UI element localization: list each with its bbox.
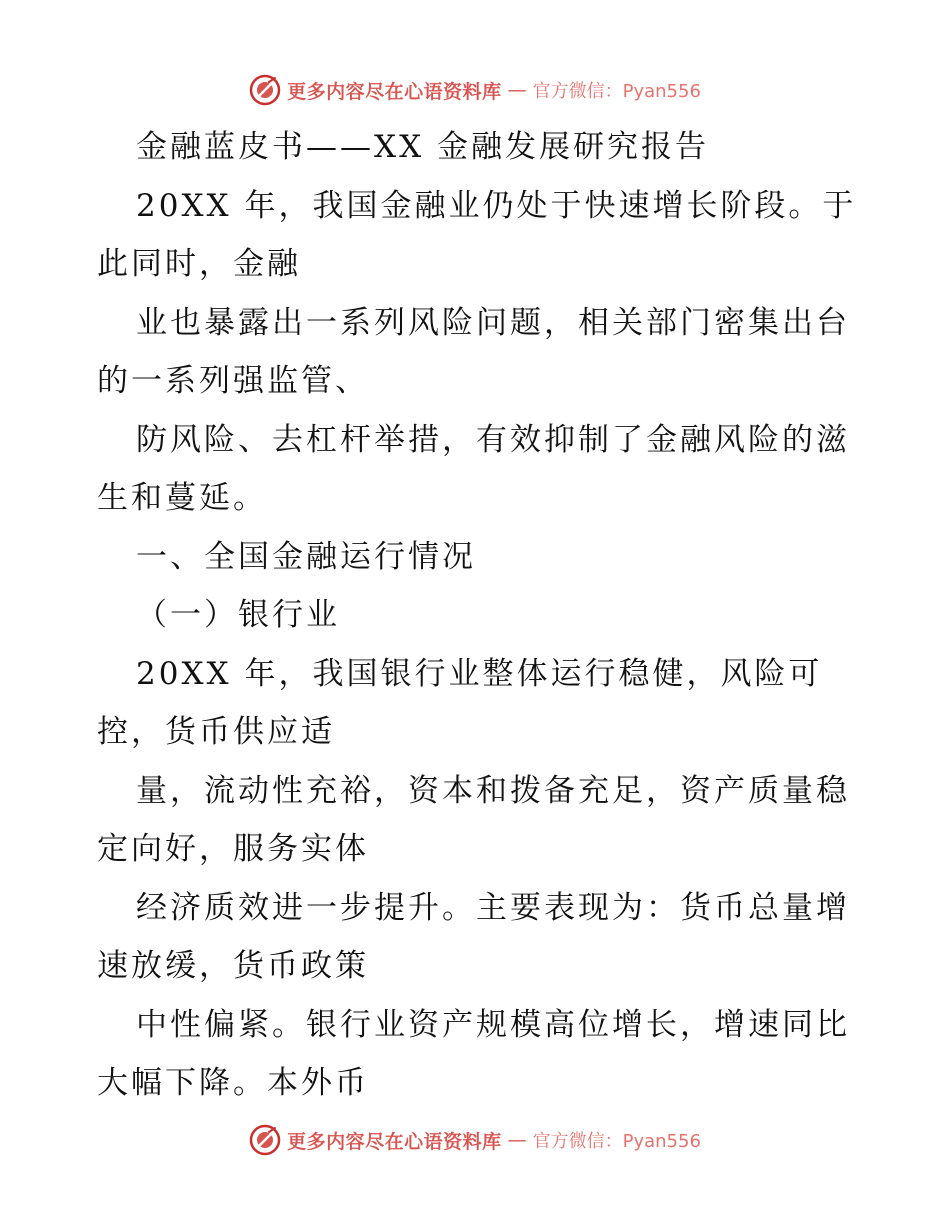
logo-seal-icon [249, 1124, 281, 1156]
paragraph-line: 定向好，服务实体 [97, 831, 369, 867]
paragraph-line: 业也暴露出一系列风险问题，相关部门密集出台 [136, 304, 850, 341]
paragraph-line: 控，货币供应适 [97, 714, 335, 750]
header-banner-separator: — [507, 79, 527, 101]
document-body [97, 118, 857, 1113]
paragraph-line: 经济质效进一步提升。主要表现为：货币总量增 [136, 889, 850, 926]
paragraph-line: 20XX 年，我国银行业整体运行稳健，风险可 [136, 655, 823, 692]
section-heading: 一、全国金融运行情况 [136, 538, 476, 575]
footer-banner-text: 更多内容尽在心语资料库 [287, 1130, 502, 1153]
paragraph-line: 速放缓，货币政策 [97, 948, 369, 984]
paragraph-line: 防风险、去杠杆举措，有效抑制了金融风险的滋 [136, 421, 850, 458]
header-banner-inner [249, 74, 701, 106]
paragraph-line: 中性偏紧。银行业资产规模高位增长，增速同比 [136, 1006, 850, 1043]
paragraph-line: 大幅下降。本外币 [97, 1065, 369, 1101]
paragraph-line: 生和蔓延。 [97, 480, 267, 516]
document-title: 金融蓝皮书——XX 金融发展研究报告 [136, 129, 709, 165]
footer-banner-separator: — [507, 1129, 527, 1151]
footer-banner-wechat: 官方微信：Pyan556 [532, 1131, 701, 1152]
paragraph-line: 的一系列强监管、 [97, 363, 369, 399]
header-banner [0, 70, 950, 110]
paragraph-line: 量，流动性充裕，资本和拨备充足，资产质量稳 [136, 772, 850, 809]
header-banner-text: 更多内容尽在心语资料库 [287, 80, 502, 103]
paragraph-line: 20XX 年，我国金融业仍处于快速增长阶段。于 [136, 187, 857, 224]
footer-banner [0, 1120, 950, 1160]
footer-banner-inner [249, 1124, 701, 1156]
subsection-heading: （一）银行业 [136, 597, 340, 633]
paragraph-line: 此同时，金融 [97, 246, 301, 282]
header-banner-wechat: 官方微信：Pyan556 [532, 81, 701, 102]
logo-seal-icon [249, 74, 281, 106]
